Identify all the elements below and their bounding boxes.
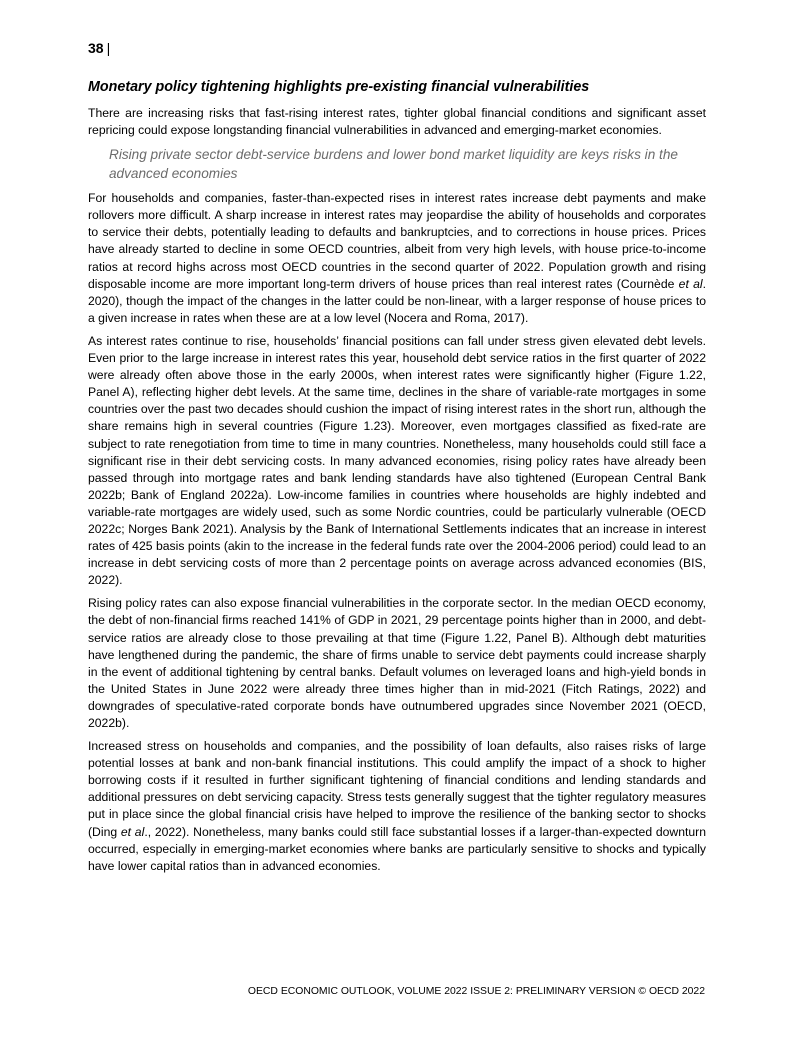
text-run: For households and companies, faster-than-expected rises in interest rates increase debt payments and make rollovers more difficult. A sharp increase in interest rates may jeopardise the ability of households and corporates to service their debts, potentially leading to defaults and bankruptcies, and to corrections in house prices. Prices have already started to decline in some OECD countries, albeit from very high levels, with house price-to-income ratios at record highs across most OECD countries in the second quarter of 2022. Population growth and rising disposable income are more important long-term drivers of house prices than real interest rates (Cournède	[88, 191, 706, 291]
page-number-separator: |	[106, 40, 111, 56]
body-paragraph-1	[88, 190, 706, 327]
text-run: As interest rates continue to rise, households’ financial positions can fall under stress given elevated debt levels. Even prior to the large increase in interest rates this year, household debt service ratios in the first quarter of 2022 were already often above those in the early 2000s, when interest rates were significantly higher (Figure 1.22, Panel A), reflecting higher debt levels. At the same time, declines in the share of variable-rate mortgages in some countries over the past two decades should cushion the impact of rising interest rates in the short run, although the share remains high in several countries (Figure 1.23). Moreover, even mortgages classified as fixed-rate are subject to rate renegotiation from time to time in many countries. Nonetheless, many households could still face a significant rise in their debt servicing costs. In many advanced economies, rising policy rates have already been passed through into mortgage rates and bank lending standards have also tightened (European Central Bank 2022b; Bank of England 2022a). Low-income families in countries where households are highly indebted and variable-rate mortgages are widely used, such as some Nordic countries, could be particularly vulnerable (OECD 2022c; Norges Bank 2021). Analysis by the Bank of International Settlements indicates that an increase in interest rates of 425 basis points (akin to the increase in the federal funds rate over the 2004-2006 period) could lead to an increase in debt servicing costs of more than 2 percentage points on average across advanced economies (BIS, 2022).	[88, 333, 706, 588]
subsection-heading: Rising private sector debt-service burdens and lower bond market liquidity are keys risks in the advanced economies	[109, 147, 678, 181]
page-number	[88, 40, 110, 56]
main-content	[88, 78, 706, 881]
body-paragraph-2	[88, 333, 706, 589]
body-paragraph-4	[88, 738, 706, 875]
page-footer: OECD ECONOMIC OUTLOOK, VOLUME 2022 ISSUE 2: PRELIMINARY VERSION © OECD 2022	[247, 986, 705, 997]
text-run: Increased stress on households and companies, and the possibility of loan defaults, also raises risks of large potential losses at bank and non-bank financial institutions. This could amplify the impact of a shock to higher borrowing costs if it resulted in further significant tightening of financial conditions and lending standards and additional pressures on debt servicing capacity. Stress tests generally suggest that the tighter regulatory measures put in place since the global financial crisis have helped to improve the resilience of the banking sector to shocks (Ding	[88, 739, 706, 839]
page-number-value: 38	[88, 40, 104, 56]
italic-run: et al	[120, 824, 145, 839]
text-run: ., 2022). Nonetheless, many banks could still face substantial losses if a larger-than-expected downturn occurred, especially in emerging-market economies where banks are particularly sensitive to shocks and typically have lower capital ratios than in advanced economies.	[88, 824, 706, 873]
intro-paragraph: There are increasing risks that fast-rising interest rates, tighter global financial conditions and significant asset repricing could expose longstanding financial vulnerabilities in advanced and emerging-market economies.	[88, 106, 706, 138]
section-heading: Monetary policy tightening highlights pre-existing financial vulnerabilities	[88, 79, 590, 95]
italic-run: et al	[678, 276, 703, 291]
text-run: . 2020), though the impact of the changes in the latter could be non-linear, with a larger response of house prices to a given increase in rates when these are at a low level (Nocera and Roma, 2017).	[88, 276, 706, 325]
text-run: Rising policy rates can also expose financial vulnerabilities in the corporate sector. In the median OECD economy, the debt of non-financial firms reached 141% of GDP in 2021, 29 percentage points higher than in 2000, and debt-service ratios are already close to those prevailing at that time (Figure 1.22, Panel B). Although debt maturities have lengthened during the pandemic, the share of firms unable to service debt payments could increase sharply in the event of additional tightening by central banks. Default volumes on leveraged loans and high-yield bonds in the United States in June 2022 were already three times higher than in mid-2021 (Fitch Ratings, 2022) and downgrades of speculative-rated corporate bonds have outnumbered upgrades since November 2021 (OECD, 2022b).	[88, 596, 706, 730]
body-paragraph-3	[88, 595, 706, 732]
